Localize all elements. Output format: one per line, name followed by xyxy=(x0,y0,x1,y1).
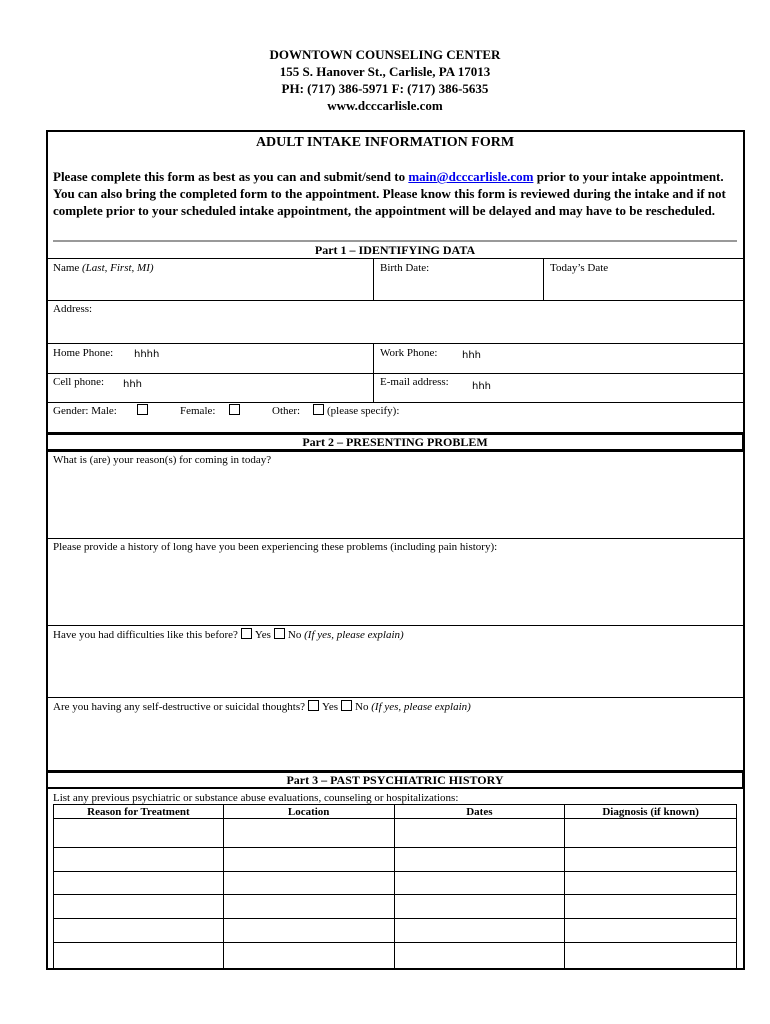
column-header: Location xyxy=(223,805,394,819)
table-cell-input[interactable] xyxy=(54,895,224,919)
table-cell-input[interactable] xyxy=(223,943,394,969)
name-field[interactable]: Name (Last, First, MI) xyxy=(53,262,154,274)
table-cell-input[interactable] xyxy=(565,943,737,969)
email-link[interactable]: main@dcccarlisle.com xyxy=(408,169,534,184)
todays-date-field[interactable]: Today’s Date xyxy=(550,262,609,274)
row-divider xyxy=(46,538,744,539)
female-label: Female: xyxy=(180,405,216,417)
org-website: www.dcccarlisle.com xyxy=(327,98,443,113)
address-field[interactable]: Address: xyxy=(53,303,93,315)
part3-heading: Part 3 – PAST PSYCHIATRIC HISTORY xyxy=(46,771,744,789)
table-cell-input[interactable] xyxy=(565,872,737,895)
prior-yes-checkbox[interactable] xyxy=(241,628,252,639)
table-cell-input[interactable] xyxy=(54,943,224,969)
table-cell-input[interactable] xyxy=(54,848,224,872)
other-label: Other: xyxy=(272,405,301,417)
birth-date-field[interactable]: Birth Date: xyxy=(380,262,430,274)
table-cell-input[interactable] xyxy=(54,872,224,895)
table-cell-input[interactable] xyxy=(565,819,737,848)
table-header-row xyxy=(54,805,737,819)
column-header: Reason for Treatment xyxy=(54,805,224,819)
table-cell-input[interactable] xyxy=(223,919,394,943)
email-label: E-mail address: xyxy=(380,376,449,388)
table-row xyxy=(54,919,737,943)
column-header: Diagnosis (if known) xyxy=(565,805,737,819)
cell-phone-input[interactable]: hhh xyxy=(123,379,143,390)
table-cell-input[interactable] xyxy=(223,848,394,872)
table-row xyxy=(54,872,737,895)
table-cell-input[interactable] xyxy=(223,872,394,895)
table-cell-input[interactable] xyxy=(394,943,565,969)
row-divider xyxy=(46,343,744,344)
table-cell-input[interactable] xyxy=(565,919,737,943)
email-input[interactable]: hhh xyxy=(472,381,492,392)
intro-divider xyxy=(53,240,737,242)
table-row xyxy=(54,848,737,872)
table-cell-input[interactable] xyxy=(394,919,565,943)
cell-phone-label: Cell phone: xyxy=(53,376,105,388)
column-header: Dates xyxy=(394,805,565,819)
part2-heading: Part 2 – PRESENTING PROBLEM xyxy=(46,433,744,451)
col-divider xyxy=(373,258,374,300)
row-divider xyxy=(46,373,744,374)
gender-label: Gender: Male: xyxy=(53,405,117,417)
history-question: Please provide a history of long have you been experiencing these problems (including pain history): xyxy=(53,541,498,553)
other-specify-field[interactable]: (please specify): xyxy=(327,405,400,417)
table-cell-input[interactable] xyxy=(394,848,565,872)
table-cell-input[interactable] xyxy=(54,819,224,848)
work-phone-input[interactable]: hhh xyxy=(462,350,482,361)
table-cell-input[interactable] xyxy=(394,895,565,919)
history-instruction: List any previous psychiatric or substance abuse evaluations, counseling or hospitalizations: xyxy=(53,792,459,804)
col-divider xyxy=(373,343,374,402)
history-table xyxy=(53,804,737,969)
table-row xyxy=(54,895,737,919)
prior-difficulties-row: Have you had difficulties like this before? Yes No (If yes, please explain) xyxy=(53,629,404,641)
org-phones: PH: (717) 386-5971 F: (717) 386-5635 xyxy=(281,81,489,96)
table-cell-input[interactable] xyxy=(565,895,737,919)
table-cell-input[interactable] xyxy=(565,848,737,872)
table-row xyxy=(54,943,737,969)
table-cell-input[interactable] xyxy=(54,919,224,943)
suicidal-no-checkbox[interactable] xyxy=(341,700,352,711)
work-phone-label: Work Phone: xyxy=(380,347,438,359)
table-cell-input[interactable] xyxy=(394,819,565,848)
table-row xyxy=(54,819,737,848)
org-address: 155 S. Hanover St., Carlisle, PA 17013 xyxy=(279,64,491,79)
row-divider xyxy=(46,625,744,626)
col-divider xyxy=(543,258,544,300)
suicidal-thoughts-row: Are you having any self-destructive or suicidal thoughts? Yes No (If yes, please explain) xyxy=(53,701,471,713)
table-cell-input[interactable] xyxy=(223,819,394,848)
suicidal-yes-checkbox[interactable] xyxy=(308,700,319,711)
home-phone-input[interactable]: hhhh xyxy=(134,349,160,360)
part1-heading: Part 1 – IDENTIFYING DATA xyxy=(314,243,476,257)
row-divider xyxy=(46,402,744,403)
intro-text: Please complete this form as best as you can and submit/send to main@dcccarlisle.com prior to your intake appointment. You can also bring the completed form to the appointment. Please know this form is reviewed during the intake and if not complete prior to your scheduled intake appointment, the appointment will be delayed and may have to be rescheduled. xyxy=(53,169,726,218)
home-phone-label: Home Phone: xyxy=(53,347,114,359)
prior-no-checkbox[interactable] xyxy=(274,628,285,639)
table-cell-input[interactable] xyxy=(394,872,565,895)
form-title: ADULT INTAKE INFORMATION FORM xyxy=(255,135,515,150)
row-divider xyxy=(46,300,744,301)
part2-grid xyxy=(46,451,744,771)
reason-question: What is (are) your reason(s) for coming in today? xyxy=(53,454,272,466)
other-checkbox[interactable] xyxy=(313,404,324,415)
org-name: DOWNTOWN COUNSELING CENTER xyxy=(269,47,501,62)
male-checkbox[interactable] xyxy=(137,404,148,415)
female-checkbox[interactable] xyxy=(229,404,240,415)
row-divider xyxy=(46,697,744,698)
table-cell-input[interactable] xyxy=(223,895,394,919)
